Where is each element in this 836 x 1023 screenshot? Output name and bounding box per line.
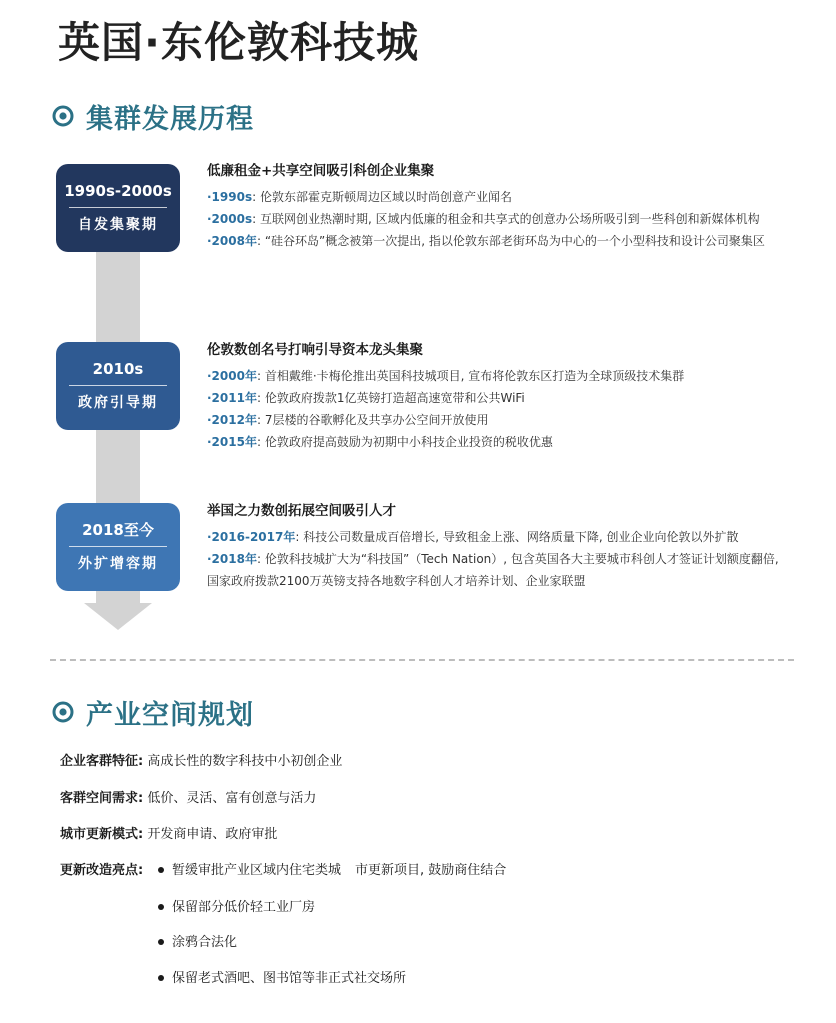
- bullet-item: [158, 933, 237, 953]
- section-header-history: [52, 98, 254, 134]
- phase-divider: [69, 385, 167, 386]
- feature-value: 开发商申请、政府审批: [147, 827, 278, 842]
- event-text: : 伦敦东部霍克斯顿周边区域以时尚创意产业闻名: [252, 190, 512, 204]
- feature-label: 更新改造亮点:: [60, 863, 144, 878]
- event-item: [207, 548, 782, 592]
- event-year: ·2008年: [207, 234, 257, 248]
- event-item: [207, 365, 782, 387]
- bullet-text-continued: 市更新项目, 鼓励商住结合: [355, 863, 507, 878]
- phase-content-1: [207, 161, 782, 252]
- highlights-label-row: [60, 861, 143, 881]
- event-year: ·2016-2017年: [207, 530, 296, 544]
- event-year: ·1990s: [207, 190, 253, 204]
- event-year: ·2018年: [207, 552, 257, 566]
- feature-value: 高成长性的数字科技中小初创企业: [147, 754, 343, 769]
- section-title: 集群发展历程: [86, 103, 254, 135]
- event-text: : 伦敦科技城扩大为“科技国”（Tech Nation）, 包含英国各大主要城市科创人才签证计划额度翻倍, 国家政府拨款2100万英镑支持各地数字科创人才培养计划、企业家联盟: [207, 552, 779, 588]
- event-text: : 首相戴维·卡梅伦推出英国科技城项目, 宣布将伦敦东区打造为全球顶级技术集群: [256, 369, 685, 383]
- phase-years: 2018至今: [82, 521, 154, 539]
- event-item: [207, 387, 782, 409]
- phase-heading: 举国之力数创拓展空间吸引人才: [207, 503, 396, 519]
- phase-divider: [69, 546, 167, 547]
- bullet-text: 保留老式酒吧、图书馆等非正式社交场所: [172, 971, 407, 986]
- event-item: [207, 431, 782, 453]
- phase-content-3: [207, 501, 782, 592]
- bullet-item: [158, 969, 406, 989]
- feature-row: [60, 825, 277, 845]
- feature-label: 城市更新模式:: [60, 827, 144, 842]
- event-year: ·2012年: [207, 413, 257, 427]
- feature-row: [60, 752, 342, 772]
- event-year: ·2000年: [207, 369, 257, 383]
- phase-name: 自发集聚期: [78, 217, 158, 233]
- feature-row: [60, 789, 316, 809]
- section-header-planning: [52, 694, 254, 730]
- feature-label: 企业客群特征:: [60, 754, 144, 769]
- phase-name: 外扩增容期: [78, 556, 158, 572]
- event-item: [207, 526, 782, 548]
- bullet-item: [158, 898, 315, 918]
- bullet-text: 涂鸦合法化: [172, 935, 238, 950]
- phase-divider: [69, 207, 167, 208]
- bullet-icon: [158, 939, 164, 945]
- event-year: ·2015年: [207, 435, 257, 449]
- bullet-icon: [158, 975, 164, 981]
- phase-years: 2010s: [92, 360, 144, 378]
- event-text: : 互联网创业热潮时期, 区域内低廉的租金和共享式的创意办公场所吸引到一些科创和新媒体机构: [252, 212, 760, 226]
- feature-label: 客群空间需求:: [60, 791, 144, 806]
- feature-value: 低价、灵活、富有创意与活力: [147, 791, 317, 806]
- section-divider: [50, 659, 794, 661]
- phase-years: 1990s-2000s: [64, 182, 172, 200]
- phase-heading: 低廉租金+共享空间吸引科创企业集聚: [207, 163, 435, 179]
- section-title: 产业空间规划: [86, 699, 254, 731]
- event-text: : 伦敦政府提高鼓励为初期中小科技企业投资的税收优惠: [256, 435, 553, 449]
- bullet-icon: [158, 904, 164, 910]
- timeline-arrow-head: [84, 603, 152, 630]
- event-text: : 7层楼的谷歌孵化及共享办公空间开放使用: [256, 413, 489, 427]
- bullet-icon: [158, 867, 164, 873]
- phase-heading: 伦敦数创名号打响引导资本龙头集聚: [207, 342, 423, 358]
- event-year: ·2011年: [207, 391, 257, 405]
- phase-name: 政府引导期: [78, 395, 158, 411]
- event-item: [207, 409, 782, 431]
- event-text: : 伦敦政府拨款1亿英镑打造超高速宽带和公共WiFi: [256, 391, 525, 405]
- target-icon: [52, 105, 74, 127]
- phase-box-2: [56, 342, 180, 430]
- phase-content-2: [207, 340, 782, 453]
- event-item: [207, 230, 782, 252]
- bullet-text: 暂缓审批产业区域内住宅类城: [172, 863, 342, 878]
- event-year: ·2000s: [207, 212, 253, 226]
- bullet-text: 保留部分低价轻工业厂房: [172, 900, 316, 915]
- event-item: [207, 186, 782, 208]
- bullet-item: [158, 861, 506, 881]
- page-title: 英国·东伦敦科技城: [58, 18, 419, 67]
- event-text: : 科技公司数量成百倍增长, 导致租金上涨、网络质量下降, 创业企业向伦敦以外扩散: [295, 530, 739, 544]
- phase-box-1: [56, 164, 180, 252]
- target-icon: [52, 701, 74, 723]
- event-item: [207, 208, 782, 230]
- event-text: : “硅谷环岛”概念被第一次提出, 指以伦敦东部老街环岛为中心的一个小型科技和设计公司聚集区: [256, 234, 765, 248]
- phase-box-3: [56, 503, 180, 591]
